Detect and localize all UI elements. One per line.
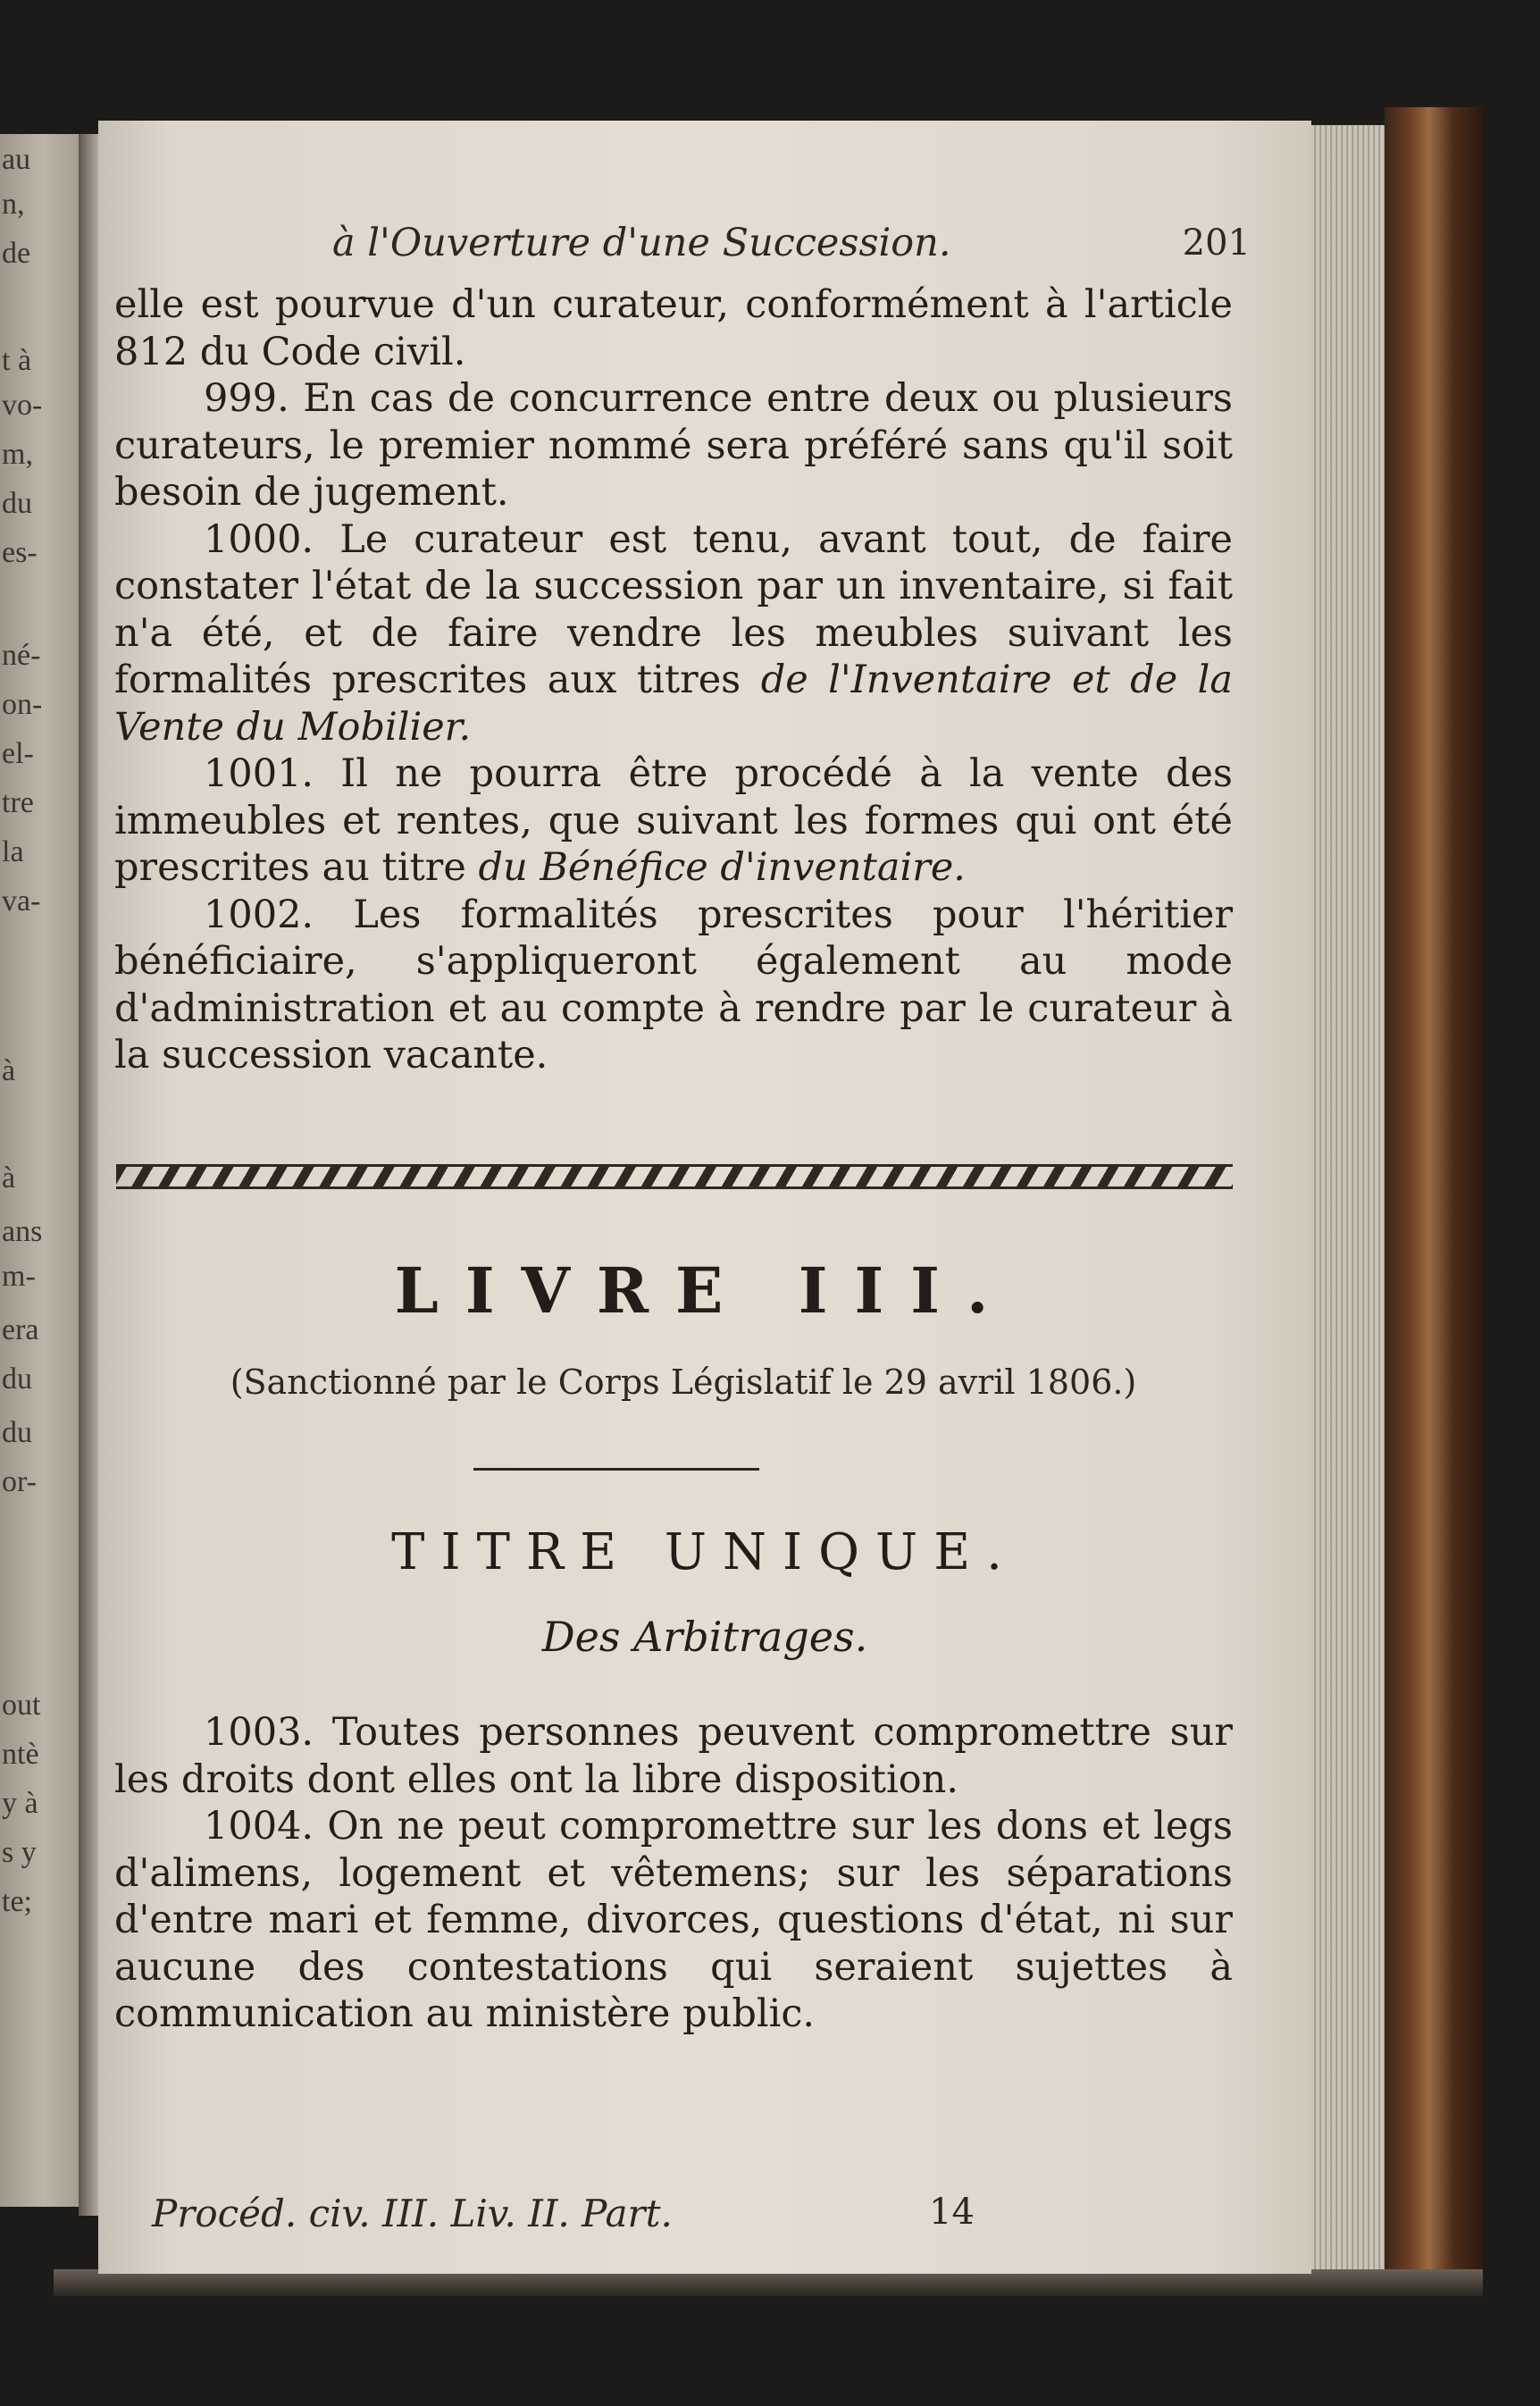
- ornamental-divider: [116, 1164, 1233, 1189]
- left-page-fragment: y à: [2, 1787, 38, 1820]
- article-1003: 1003. Toutes personnes peuvent compromettre sur les droits dont elles ont la libre disposition.: [114, 1710, 1233, 1802]
- article-1001: [114, 750, 1233, 892]
- left-page-fragment: on-: [2, 688, 43, 721]
- left-page-fragment: ntè: [2, 1738, 39, 1771]
- article-1000: [114, 516, 1233, 751]
- book-page: [98, 121, 1311, 2274]
- left-page-fragment: à: [2, 1161, 16, 1195]
- left-page-fragment: n,: [2, 188, 25, 221]
- left-page-fragment: à: [2, 1054, 16, 1087]
- left-page-fragment: out: [2, 1689, 41, 1722]
- title-rule: [473, 1468, 759, 1471]
- article-999: 999. En cas de concurrence entre deux ou plusieurs curateurs, le premier nommé sera préféré sans qu'il soit besoin de jugement.: [114, 376, 1233, 515]
- left-page-fragment: era: [2, 1313, 39, 1346]
- left-page-fragment: tre: [2, 786, 34, 819]
- left-page-fragment: au: [2, 143, 31, 176]
- article-1001-text: 1001. Il ne pourra être procédé à la vente des immeubles et rentes, que suivant les formes qui ont été prescrites au titre: [114, 751, 1233, 890]
- left-page-fragment: s y: [2, 1836, 37, 1869]
- book-title: LIVRE III.: [394, 1253, 1016, 1328]
- sheet-mark: 14: [929, 2192, 975, 2233]
- left-page-fragment: m-: [2, 1260, 36, 1293]
- page-footer: [98, 2192, 1311, 2245]
- text-block-bottom: [114, 1709, 1233, 2038]
- left-page-fragment: du: [2, 1362, 32, 1396]
- left-page-fragment: or-: [2, 1465, 37, 1498]
- page-number: 201: [1182, 222, 1251, 264]
- page-edges: [1311, 125, 1385, 2269]
- book-cover-edge: [1385, 107, 1483, 2269]
- left-page-fragment: es-: [2, 536, 38, 569]
- left-page-fragment: du: [2, 1416, 32, 1449]
- signature-line: Procéd. civ. III. Liv. II. Part.: [152, 2192, 673, 2235]
- left-page-fragment: el-: [2, 737, 34, 770]
- left-page-fragment: va-: [2, 884, 41, 918]
- left-page-fragment: la: [2, 835, 24, 868]
- left-page-fragment: ans: [2, 1215, 43, 1248]
- article-1004: 1004. On ne peut compromettre sur les dons et legs d'alimens, logement et vêtemens; sur les séparations d'entre mari et femme, divorces, questions d'état, ni sur aucune des contestations qui seraient sujettes à communication au ministère public.: [114, 1804, 1233, 2036]
- sanction-note: (Sanctionné par le Corps Législatif le 29 avril 1806.): [230, 1362, 1137, 1402]
- titre-heading: TITRE UNIQUE.: [391, 1523, 1018, 1581]
- left-page-fragment: né-: [2, 639, 41, 672]
- left-page-fragment: m,: [2, 438, 33, 471]
- text-block-top: [114, 281, 1233, 1079]
- article-1000-reference: de l'Inventaire et de la Vente du Mobilier.: [114, 658, 1233, 750]
- left-page-fragment: de: [2, 237, 31, 270]
- article-1002: 1002. Les formalités prescrites pour l'héritier bénéficiaire, s'appliqueront également au mode d'administration et au compte à rendre par le curateur à la succession vacante.: [114, 892, 1233, 1077]
- running-title: à l'Ouverture d'une Succession.: [332, 221, 951, 265]
- article-1000-text: 1000. Le curateur est tenu, avant tout, de faire constater l'état de la succession par un inventaire, si fait n'a été, et de faire vendre les meubles suivant les formalités prescrites aux titres: [114, 516, 1233, 702]
- left-page-fragment: vo-: [2, 389, 43, 422]
- left-page-fragment: te;: [2, 1885, 32, 1918]
- paragraph-continuation: elle est pourvue d'un curateur, conformément à l'article 812 du Code civil.: [114, 282, 1233, 374]
- titre-subtitle: Des Arbitrages.: [541, 1613, 868, 1661]
- article-1001-reference: du Bénéfice d'inventaire.: [478, 845, 966, 890]
- left-page-fragment: t à: [2, 344, 32, 377]
- left-page-edge: [0, 134, 79, 2207]
- left-page-fragment: du: [2, 487, 32, 520]
- page-header: [98, 221, 1311, 274]
